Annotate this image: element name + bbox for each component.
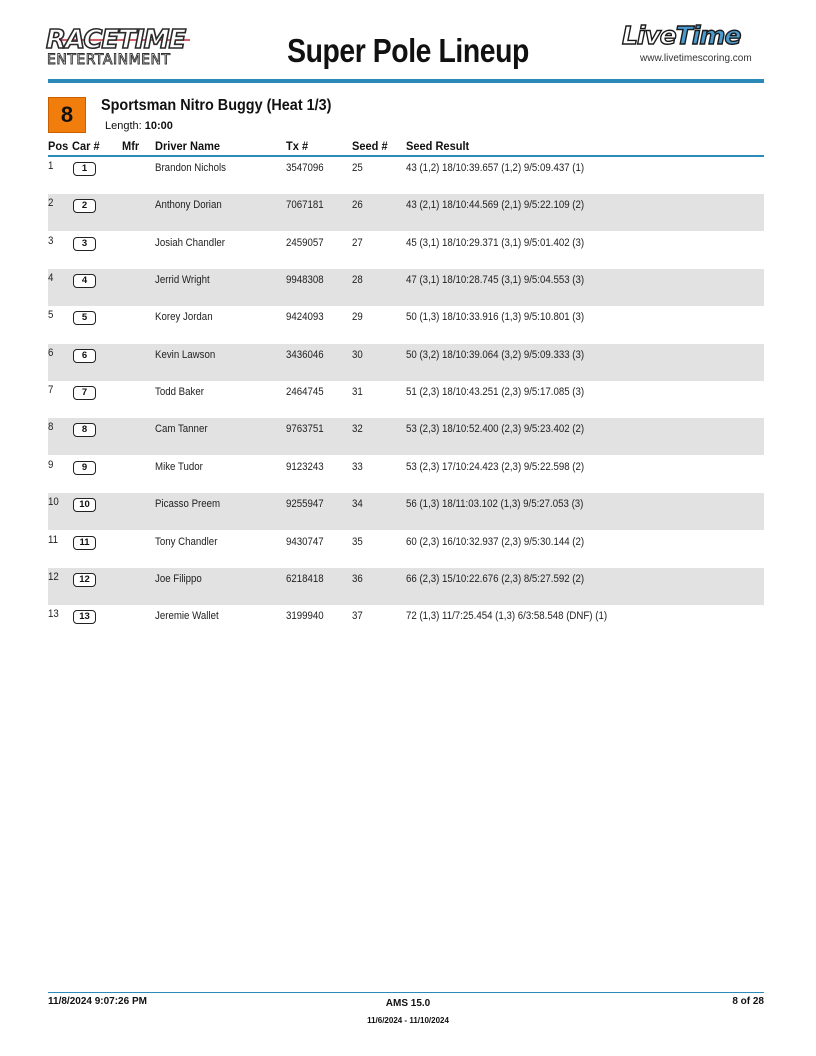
page-title: Super Pole Lineup xyxy=(287,32,529,69)
row-position: 5 xyxy=(48,309,54,322)
table-row xyxy=(48,306,764,343)
col-header-tx: Tx # xyxy=(286,139,309,153)
transponder-number: 3199940 xyxy=(286,610,324,623)
seed-result: 47 (3,1) 18/10:28.745 (3,1) 9/5:04.553 (3) xyxy=(406,274,585,287)
seed-number: 26 xyxy=(352,199,363,212)
col-header-car: Car # xyxy=(72,139,100,153)
printed-timestamp: 11/8/2024 9:07:26 PM xyxy=(48,996,147,1007)
livetime-wordmark xyxy=(622,22,740,50)
seed-number: 31 xyxy=(352,386,363,399)
row-position: 9 xyxy=(48,458,54,471)
seed-number: 29 xyxy=(352,311,363,324)
col-header-mfr: Mfr xyxy=(122,139,140,153)
driver-name: Kevin Lawson xyxy=(155,348,216,361)
car-number-badge: 6 xyxy=(73,349,96,363)
car-number-badge: 10 xyxy=(73,498,96,512)
seed-result: 50 (3,2) 18/10:39.064 (3,2) 9/5:09.333 (3) xyxy=(406,348,585,361)
row-position: 6 xyxy=(48,346,54,359)
car-number-badge: 4 xyxy=(73,274,96,288)
transponder-number: 9255947 xyxy=(286,498,324,511)
heat-number-badge: 8 xyxy=(48,97,86,133)
table-row xyxy=(48,344,764,381)
seed-result: 53 (2,3) 18/10:52.400 (2,3) 9/5:23.402 (2) xyxy=(406,423,585,436)
seed-result: 60 (2,3) 16/10:32.937 (2,3) 9/5:30.144 (2) xyxy=(406,535,585,548)
car-number-badge: 1 xyxy=(73,162,96,176)
row-position: 8 xyxy=(48,421,54,434)
col-header-seed: Seed # xyxy=(352,139,388,153)
table-row xyxy=(48,531,764,568)
seed-result: 53 (2,3) 17/10:24.423 (2,3) 9/5:22.598 (2) xyxy=(406,460,585,473)
driver-name: Josiah Chandler xyxy=(155,236,225,249)
livetime-wordmark-part1: Live xyxy=(622,21,676,50)
car-number-badge: 5 xyxy=(73,311,96,325)
seed-number: 37 xyxy=(352,610,363,623)
driver-name: Korey Jordan xyxy=(155,311,213,324)
table-row xyxy=(48,568,764,605)
logo-left-line2: ENTERTAINMENT xyxy=(47,52,171,68)
car-number-badge: 2 xyxy=(73,199,96,213)
driver-name: Mike Tudor xyxy=(155,460,203,473)
transponder-number: 9948308 xyxy=(286,274,324,287)
transponder-number: 9424093 xyxy=(286,311,324,324)
car-number-badge: 12 xyxy=(73,573,96,587)
row-position: 12 xyxy=(48,570,59,583)
seed-number: 34 xyxy=(352,498,363,511)
transponder-number: 2464745 xyxy=(286,386,324,399)
seed-result: 66 (2,3) 15/10:22.676 (2,3) 8/5:27.592 (2) xyxy=(406,572,585,585)
car-number-badge: 13 xyxy=(73,610,96,624)
row-position: 13 xyxy=(48,608,59,621)
transponder-number: 9123243 xyxy=(286,460,324,473)
event-title: Sportsman Nitro Buggy (Heat 1/3) xyxy=(101,97,332,114)
table-row xyxy=(48,194,764,231)
logo-left-line1: RACETIME xyxy=(46,25,186,55)
seed-number: 30 xyxy=(352,348,363,361)
car-number-badge: 9 xyxy=(73,461,96,475)
transponder-number: 6218418 xyxy=(286,572,324,585)
seed-result: 45 (3,1) 18/10:29.371 (3,1) 9/5:01.402 (3) xyxy=(406,236,585,249)
seed-number: 27 xyxy=(352,236,363,249)
table-row xyxy=(48,269,764,306)
seed-number: 32 xyxy=(352,423,363,436)
transponder-number: 3436046 xyxy=(286,348,324,361)
livetime-url: www.livetimescoring.com xyxy=(640,53,752,64)
row-position: 7 xyxy=(48,384,54,397)
table-row xyxy=(48,493,764,530)
seed-result: 43 (2,1) 18/10:44.569 (2,1) 9/5:22.109 (2) xyxy=(406,199,585,212)
driver-name: Todd Baker xyxy=(155,386,204,399)
transponder-number: 9763751 xyxy=(286,423,324,436)
car-number-badge: 7 xyxy=(73,386,96,400)
car-number-badge: 3 xyxy=(73,237,96,251)
transponder-number: 2459057 xyxy=(286,236,324,249)
seed-number: 33 xyxy=(352,460,363,473)
seed-number: 36 xyxy=(352,572,363,585)
page-number: 8 of 28 xyxy=(732,996,764,1007)
series-dates: 11/6/2024 - 11/10/2024 xyxy=(367,1016,449,1025)
row-position: 1 xyxy=(48,160,54,172)
event-length xyxy=(105,120,173,132)
table-row xyxy=(48,232,764,269)
transponder-number: 9430747 xyxy=(286,535,324,548)
driver-name: Picasso Preem xyxy=(155,498,221,511)
length-value: 10:00 xyxy=(144,120,173,132)
seed-result: 43 (1,2) 18/10:39.657 (1,2) 9/5:09.437 (1) xyxy=(406,162,585,174)
seed-number: 28 xyxy=(352,274,363,287)
length-label: Length: xyxy=(105,120,142,132)
table-row xyxy=(48,456,764,493)
col-header-driver: Driver Name xyxy=(155,139,221,153)
transponder-number: 3547096 xyxy=(286,162,324,174)
livetime-wordmark-part2: Time xyxy=(675,21,741,50)
driver-name: Jerrid Wright xyxy=(155,274,210,287)
row-position: 11 xyxy=(48,533,59,546)
row-position: 2 xyxy=(48,197,54,210)
footer-rule xyxy=(48,992,764,993)
car-number-badge: 11 xyxy=(73,536,96,550)
row-position: 4 xyxy=(48,272,54,285)
driver-name: Brandon Nichols xyxy=(155,162,227,174)
seed-result: 51 (2,3) 18/10:43.251 (2,3) 9/5:17.085 (3) xyxy=(406,386,585,399)
table-row xyxy=(48,157,764,194)
table-row xyxy=(48,418,764,455)
car-number-badge: 8 xyxy=(73,423,96,437)
livetime-logo xyxy=(622,22,764,68)
table-row xyxy=(48,381,764,418)
driver-name: Anthony Dorian xyxy=(155,199,222,212)
driver-name: Joe Filippo xyxy=(155,572,202,585)
driver-name: Cam Tanner xyxy=(155,423,208,436)
seed-number: 35 xyxy=(352,535,363,548)
driver-name: Tony Chandler xyxy=(155,535,218,548)
seed-result: 50 (1,3) 18/10:33.916 (1,3) 9/5:10.801 (3) xyxy=(406,311,585,324)
header-rule xyxy=(48,79,764,83)
row-position: 3 xyxy=(48,234,54,247)
seed-result: 56 (1,3) 18/11:03.102 (1,3) 9/5:27.053 (3) xyxy=(406,498,584,511)
row-position: 10 xyxy=(48,496,59,509)
col-header-result: Seed Result xyxy=(406,139,470,153)
seed-result: 72 (1,3) 11/7:25.454 (1,3) 6/3:58.548 (DNF) (1) xyxy=(406,610,608,623)
driver-name: Jeremie Wallet xyxy=(155,610,219,623)
transponder-number: 7067181 xyxy=(286,199,324,212)
series-name: AMS 15.0 xyxy=(385,998,431,1009)
seed-number: 25 xyxy=(352,162,363,174)
table-row xyxy=(48,605,764,642)
col-header-pos: Pos xyxy=(48,139,69,153)
